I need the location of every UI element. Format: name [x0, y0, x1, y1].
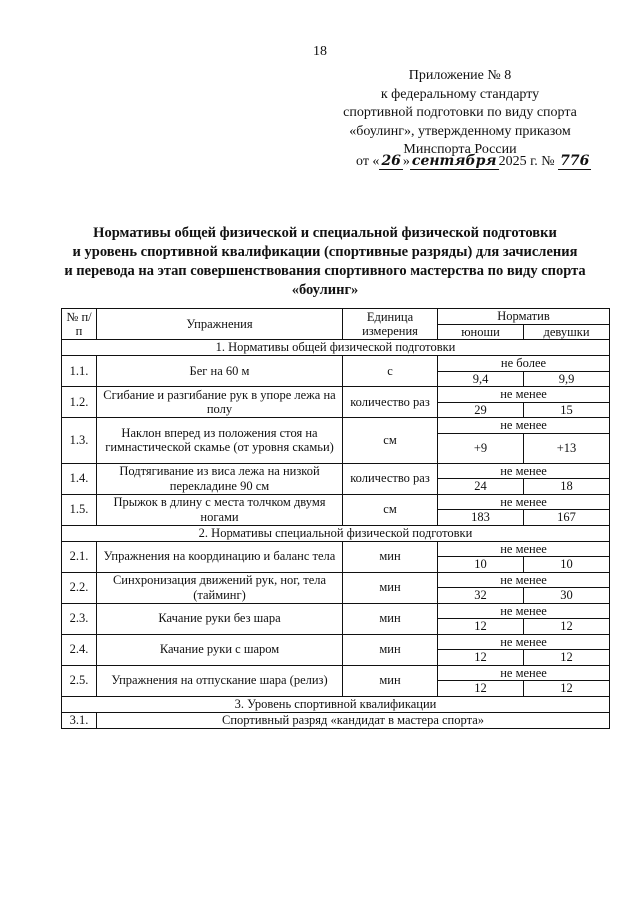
row-unit: мин	[343, 603, 438, 634]
title-line: и перевода на этап совершенствования спортивного мастерства по виду спорта	[64, 263, 586, 279]
row-exercise: Качание руки без шара	[97, 603, 343, 634]
table-row	[62, 665, 610, 681]
row-unit: мин	[343, 665, 438, 696]
row-num: 3.1.	[62, 712, 97, 728]
row-unit: с	[343, 356, 438, 387]
row-condition: не менее	[438, 541, 610, 557]
row-num: 2.2.	[62, 572, 97, 603]
order-year: 2025 г. №	[498, 154, 555, 169]
row-exercise: Наклон вперед из положения стоя на гимнастической скамье (от уровня скамьи)	[97, 418, 343, 464]
row-num: 2.5.	[62, 665, 97, 696]
section-title: 2. Нормативы специальной физической подготовки	[62, 525, 610, 541]
row-boys: 29	[438, 402, 524, 418]
page-number: 18	[313, 44, 327, 59]
row-unit: мин	[343, 634, 438, 665]
row-exercise: Синхронизация движений рук, ног, тела (тайминг)	[97, 572, 343, 603]
row-boys: 12	[438, 650, 524, 666]
row-exercise: Подтягивание из виса лежа на низкой перекладине 90 см	[97, 463, 343, 494]
row-girls: 10	[524, 557, 610, 573]
row-exercise: Бег на 60 м	[97, 356, 343, 387]
title-line: Нормативы общей физической и специальной физической подготовки	[93, 225, 557, 241]
row-unit: количество раз	[343, 387, 438, 418]
row-num: 1.3.	[62, 418, 97, 464]
row-exercise: Прыжок в длину с места толчком двумя ногами	[97, 494, 343, 525]
row-condition: не менее	[438, 494, 610, 510]
row-num: 1.2.	[62, 387, 97, 418]
row-boys: 183	[438, 510, 524, 526]
header-girls: девушки	[524, 324, 610, 340]
row-boys: 9,4	[438, 371, 524, 387]
header-exercise: Упражнения	[97, 309, 343, 340]
norms-table	[61, 308, 610, 729]
title-line: «боулинг»	[291, 282, 359, 298]
order-prefix: от «	[356, 154, 380, 169]
row-exercise: Упражнения на отпускание шара (релиз)	[97, 665, 343, 696]
section-row	[62, 696, 610, 712]
row-girls: 12	[524, 619, 610, 635]
order-line	[356, 153, 616, 170]
section-row	[62, 525, 610, 541]
title-line: и уровень спортивной квалификации (спортивные разряды) для зачисления	[72, 244, 578, 260]
row-unit: количество раз	[343, 463, 438, 494]
row-qualification: Спортивный разряд «кандидат в мастера спорта»	[97, 712, 610, 728]
row-num: 1.4.	[62, 463, 97, 494]
row-boys: 32	[438, 588, 524, 604]
row-girls: 15	[524, 402, 610, 418]
table-row	[62, 603, 610, 619]
row-girls: 30	[524, 588, 610, 604]
row-num: 2.4.	[62, 634, 97, 665]
table-row	[62, 572, 610, 588]
appendix-line: спортивной подготовки по виду спорта	[343, 105, 577, 120]
row-boys: 12	[438, 681, 524, 697]
table-row	[62, 418, 610, 434]
row-unit: мин	[343, 541, 438, 572]
table-row	[62, 463, 610, 479]
section-row	[62, 340, 610, 356]
header-norm: Норматив	[438, 309, 610, 325]
appendix-line: «боулинг», утвержденному приказом	[349, 123, 571, 139]
row-exercise: Качание руки с шаром	[97, 634, 343, 665]
appendix-line: к федеральному стандарту	[380, 86, 540, 102]
section-title: 1. Нормативы общей физической подготовки	[62, 340, 610, 356]
table-row	[62, 634, 610, 650]
header-row	[62, 309, 610, 325]
order-number-handwritten: 776	[560, 153, 590, 169]
order-mid: »	[402, 154, 410, 169]
header-unit: Единица измерения	[343, 309, 438, 340]
row-unit: мин	[343, 572, 438, 603]
document-title	[30, 224, 620, 300]
section-title: 3. Уровень спортивной квалификации	[62, 696, 610, 712]
header-num: № п/п	[62, 309, 97, 340]
row-exercise: Сгибание и разгибание рук в упоре лежа на полу	[97, 387, 343, 418]
row-unit: см	[343, 494, 438, 525]
table-row	[62, 494, 610, 510]
row-num: 1.1.	[62, 356, 97, 387]
row-boys: 12	[438, 619, 524, 635]
order-day-handwritten: 26	[381, 153, 401, 169]
row-girls: 18	[524, 479, 610, 495]
row-boys: 24	[438, 479, 524, 495]
row-girls: 12	[524, 681, 610, 697]
row-girls: 12	[524, 650, 610, 666]
row-num: 2.3.	[62, 603, 97, 634]
row-num: 1.5.	[62, 494, 97, 525]
row-girls: +13	[524, 433, 610, 463]
appendix-line: Приложение № 8	[408, 68, 512, 83]
row-condition: не менее	[438, 387, 610, 403]
table-row	[62, 387, 610, 403]
table-row	[62, 541, 610, 557]
appendix-line: Минспорта России	[403, 142, 517, 157]
row-condition: не более	[438, 356, 610, 372]
row-condition: не менее	[438, 463, 610, 479]
row-boys: +9	[438, 433, 524, 463]
row-exercise: Упражнения на координацию и баланс тела	[97, 541, 343, 572]
row-unit: см	[343, 418, 438, 464]
row-condition: не менее	[438, 418, 610, 434]
row-condition: не менее	[438, 634, 610, 650]
header-boys: юноши	[438, 324, 524, 340]
row-boys: 10	[438, 557, 524, 573]
row-condition: не менее	[438, 603, 610, 619]
row-girls: 167	[524, 510, 610, 526]
table-row	[62, 356, 610, 372]
order-month-handwritten: сентября	[411, 153, 497, 169]
row-num: 2.1.	[62, 541, 97, 572]
appendix-header	[300, 67, 620, 160]
row-girls: 9,9	[524, 371, 610, 387]
row-condition: не менее	[438, 665, 610, 681]
table-row	[62, 712, 610, 728]
row-condition: не менее	[438, 572, 610, 588]
